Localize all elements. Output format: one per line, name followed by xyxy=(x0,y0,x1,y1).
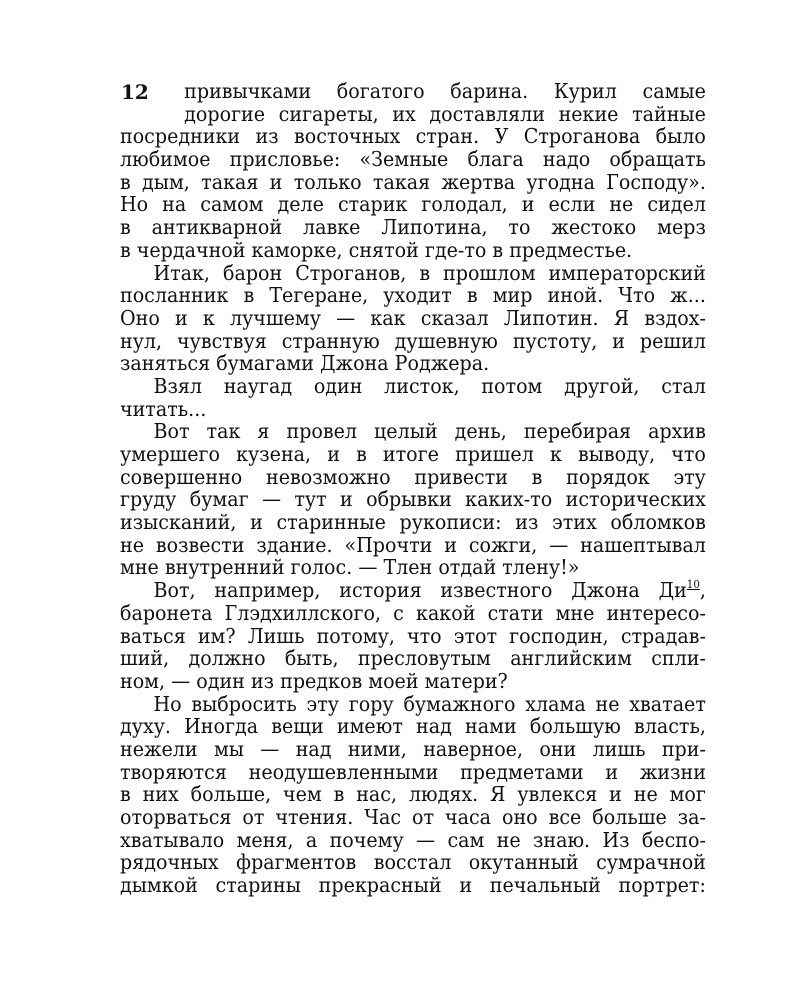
text-line: совершенно невозможно привести в порядок эту xyxy=(120,464,706,489)
footnote-reference[interactable]: 10 xyxy=(686,578,700,592)
text-line: в антикварной лавке Липотина, то жестоко мерз xyxy=(120,215,706,240)
text-line: творяются неодушевленными предметами и жизни xyxy=(120,759,706,784)
text-line: Итак, барон Строганов, в прошлом императорский xyxy=(153,260,706,285)
text-line: посланник в Тегеране, уходит в мир иной. Что ж... xyxy=(120,283,706,308)
text-line: ший, должно быть, пресловутым английским спли- xyxy=(120,646,706,671)
text-line: в чердачной каморке, снятой где-то в предместье. xyxy=(120,237,633,262)
body-text xyxy=(120,79,706,898)
text-line-with-footnote xyxy=(120,579,706,602)
text-line: посредники из восточных стран. У Строганова было xyxy=(120,124,706,149)
text-line: читать... xyxy=(120,396,207,421)
text-line: умершего кузена, и в итоге пришел к выводу, что xyxy=(120,442,706,466)
text-line: привычками богатого барина. Курил самые xyxy=(184,79,706,103)
text-line: дымкой старины прекрасный и печальный портрет: xyxy=(120,873,706,898)
text-line: изысканий, и старинные рукописи: из этих обломков xyxy=(120,510,706,535)
text-line: нежели мы — над ними, наверное, они лишь при- xyxy=(120,736,706,761)
text-line: Вот так я провел целый день, перебирая архив xyxy=(153,419,706,444)
text-line: в них больше, чем в нас, людях. Я увлекся и не мог xyxy=(120,782,706,807)
text-line: Но на самом деле старик голодал, и если не сидел xyxy=(120,192,706,217)
text-line: груду бумаг — тут и обрывки каких-то исторических xyxy=(120,487,706,512)
text-line: заняться бумагами Джона Роджера. xyxy=(120,351,490,376)
text-line: духу. Иногда вещи имеют над нами большую власть, xyxy=(120,714,706,739)
text-line: ваться им? Лишь потому, что этот господин, страдав- xyxy=(120,623,706,648)
page-number: 12 xyxy=(121,80,149,104)
text-line: ном, — один из предков моей матери? xyxy=(120,668,508,693)
text-line: дорогие сигареты, их доставляли некие тайные xyxy=(184,101,706,126)
text-line: баронета Глэдхиллского, с какой стати мне интересо- xyxy=(120,600,706,625)
text-line: нул, чувствуя странную душевную пустоту, и решил xyxy=(120,328,706,353)
text-line: Взял наугад один листок, потом другой, стал xyxy=(153,373,706,398)
text-line: хватывало меня, а почему — сам не знаю. Из беспо- xyxy=(120,827,706,852)
text-line: любимое присловье: «Земные блага надо обращать xyxy=(120,147,706,172)
text-line: в дым, такая и только такая жертва угодна Господу». xyxy=(120,169,706,194)
text-line: не возвести здание. «Прочти и сожги, — нашептывал xyxy=(120,532,706,557)
text-line: оторваться от чтения. Час от часа оно все больше за- xyxy=(120,805,706,829)
text-line: мне внутренний голос. — Тлен отдай тлену!» xyxy=(120,555,580,580)
text-line: рядочных фрагментов восстал окутанный сумрачной xyxy=(120,850,706,875)
text-line: Оно и к лучшему — как сказал Липотин. Я вздох- xyxy=(120,305,706,330)
text-line: Вот, например, история известного Джона Ди xyxy=(153,578,687,603)
footnote-comma: , xyxy=(699,578,706,603)
text-line: Но выбросить эту гору бумажного хлама не хватает xyxy=(153,691,706,716)
